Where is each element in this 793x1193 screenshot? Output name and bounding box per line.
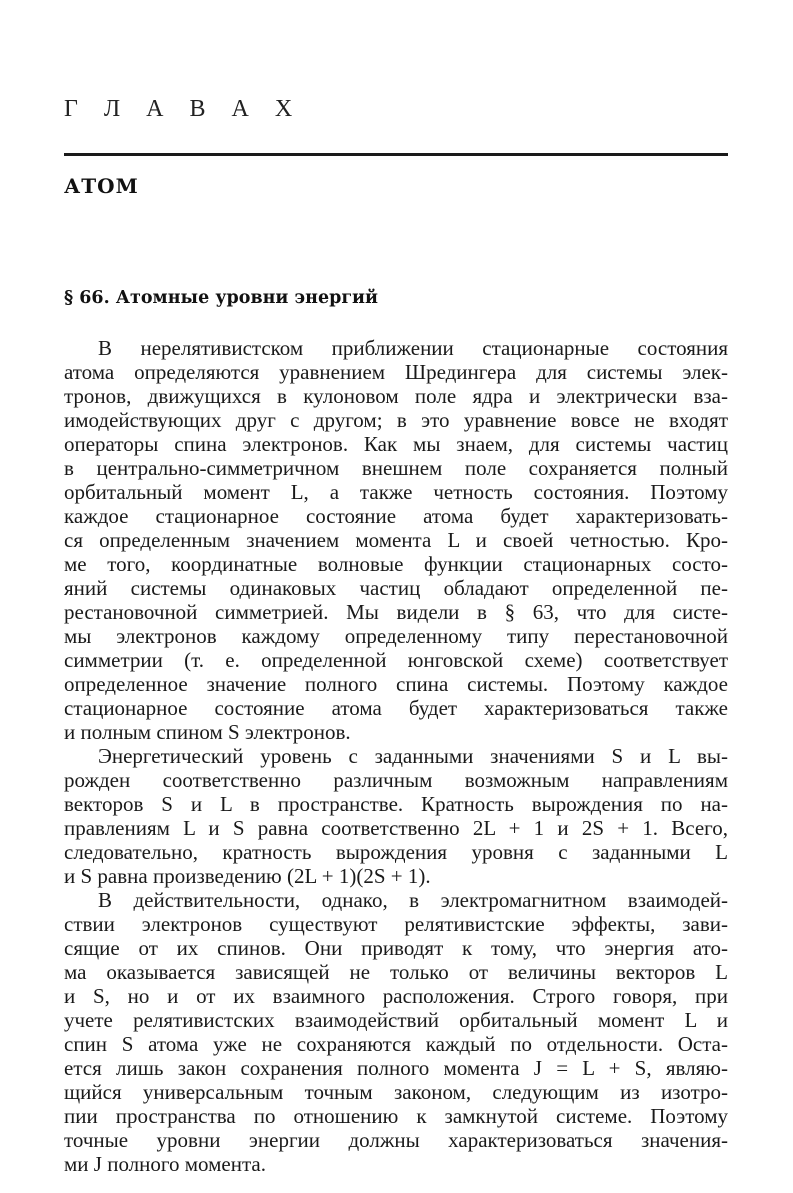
text-line: ме того, координатные волновые функции стационарных состо- bbox=[64, 552, 728, 576]
text-line: тронов, движущихся в кулоновом поле ядра и электрически вза- bbox=[64, 384, 728, 408]
text-line: и S равна произведению (2L + 1)(2S + 1). bbox=[64, 864, 431, 888]
text-line: имодействующих друг с другом; в это уравнение вовсе не входят bbox=[64, 408, 728, 432]
text-line: ствии электронов существуют релятивистские эффекты, зави- bbox=[64, 912, 728, 936]
text-line: и полным спином S электронов. bbox=[64, 720, 351, 744]
text-line: следовательно, кратность вырождения уровня с заданными L bbox=[64, 840, 728, 864]
chapter-rule bbox=[64, 153, 728, 156]
text-line: правлениям L и S равна соответственно 2L + 1 и 2S + 1. Всего, bbox=[64, 816, 728, 840]
text-line: В нерелятивистском приближении стационарные состояния bbox=[98, 336, 728, 360]
chapter-label: Г Л А В А X bbox=[64, 96, 303, 122]
text-line: атома определяются уравнением Шредингера для системы элек- bbox=[64, 360, 728, 384]
text-line: орбитальный момент L, а также четность состояния. Поэтому bbox=[64, 480, 728, 504]
text-line: яний системы одинаковых частиц обладают определенной пе- bbox=[64, 576, 728, 600]
text-line: ми J полного момента. bbox=[64, 1152, 266, 1176]
text-line: и S, но и от их взаимного расположения. Строго говоря, при bbox=[64, 984, 728, 1008]
text-line: пии пространства по отношению к замкнутой системе. Поэтому bbox=[64, 1104, 728, 1128]
text-line: операторы спина электронов. Как мы знаем, для системы частиц bbox=[64, 432, 728, 456]
text-line: В действительности, однако, в электромагнитном взаимодей- bbox=[98, 888, 728, 912]
text-line: ся определенным значением момента L и своей четностью. Кро- bbox=[64, 528, 728, 552]
section-title: § 66. Атомные уровни энергий bbox=[64, 288, 379, 308]
text-line: рестановочной симметрией. Мы видели в § 63, что для систе- bbox=[64, 600, 728, 624]
text-line: спин S атома уже не сохраняются каждый по отдельности. Оста- bbox=[64, 1032, 728, 1056]
text-line: симметрии (т. е. определенной юнговской схеме) соответствует bbox=[64, 648, 728, 672]
text-line: стационарное состояние атома будет характеризоваться также bbox=[64, 696, 728, 720]
body-text bbox=[64, 336, 728, 1176]
text-line: точные уровни энергии должны характеризоваться значения- bbox=[64, 1128, 728, 1152]
text-line: ется лишь закон сохранения полного момента J = L + S, являю- bbox=[64, 1056, 728, 1080]
text-line: рожден соответственно различным возможным направлениям bbox=[64, 768, 728, 792]
text-line: щийся универсальным точным законом, следующим из изотро- bbox=[64, 1080, 728, 1104]
chapter-title: АТОМ bbox=[64, 174, 139, 198]
text-line: мы электронов каждому определенному типу перестановочной bbox=[64, 624, 728, 648]
text-line: в центрально-симметричном внешнем поле сохраняется полный bbox=[64, 456, 728, 480]
text-line: векторов S и L в пространстве. Кратность вырождения по на- bbox=[64, 792, 728, 816]
text-line: ма оказывается зависящей не только от величины векторов L bbox=[64, 960, 728, 984]
text-line: сящие от их спинов. Они приводят к тому, что энергия ато- bbox=[64, 936, 728, 960]
text-line: Энергетический уровень с заданными значениями S и L вы- bbox=[98, 744, 728, 768]
text-line: определенное значение полного спина системы. Поэтому каждое bbox=[64, 672, 728, 696]
text-line: учете релятивистских взаимодействий орбитальный момент L и bbox=[64, 1008, 728, 1032]
text-line: каждое стационарное состояние атома будет характеризовать- bbox=[64, 504, 728, 528]
